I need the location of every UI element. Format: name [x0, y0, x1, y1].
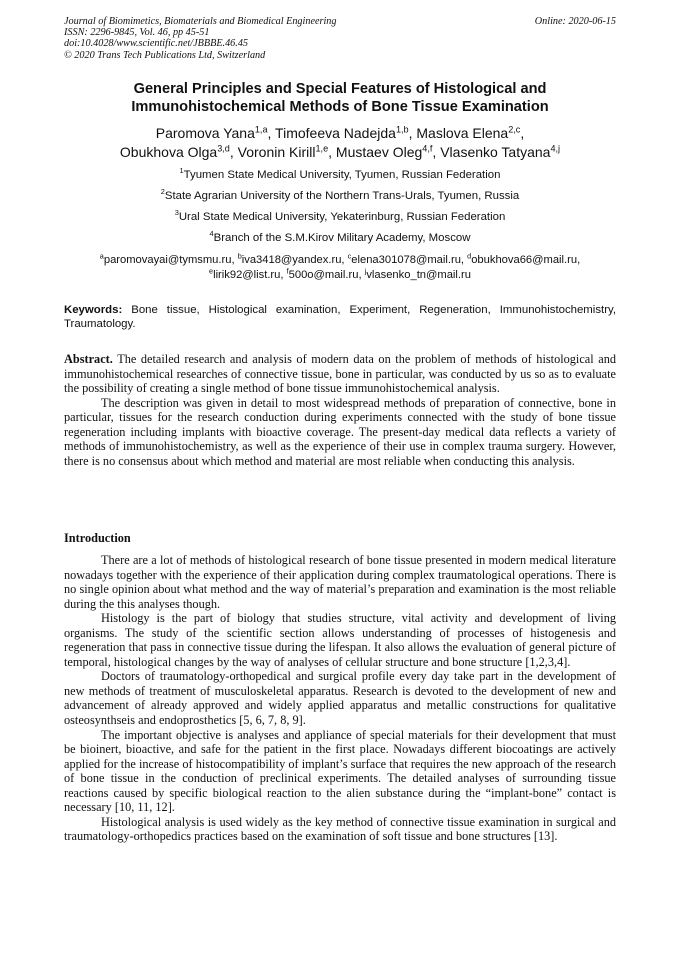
keywords-text: Bone tissue, Histological examination, Experiment, Regeneration, Immunohistochemistry, Traumatology.: [64, 304, 616, 330]
intro-paragraph: Histological analysis is used widely as the key method of connective tissue examination in surgical and traumatology-orthopedics practices based on the examination of soft tissue and bone structures [13].: [64, 814, 616, 844]
author: Timofeeva Nadejda: [275, 125, 396, 141]
author: Maslova Elena: [416, 125, 509, 141]
author-separator: ,: [520, 125, 525, 141]
author-sup: 1,a: [254, 124, 268, 135]
title-line-2: Immunohistochemical Methods of Bone Tissue Examination: [131, 99, 549, 115]
email-sup: e: [209, 266, 214, 276]
affiliation-sup: 4: [209, 229, 214, 239]
author-sup: 4,f: [422, 143, 433, 154]
email-sup: j: [364, 266, 367, 276]
affiliation-text: Branch of the S.M.Kirov Military Academy, Moscow: [213, 232, 471, 244]
email-line-2: [64, 268, 616, 283]
affiliation-text: State Agrarian University of the Northern Trans-Urals, Tyumen, Russia: [164, 190, 520, 202]
author: Vlasenko Tatyana: [440, 144, 551, 160]
email-list: [64, 253, 616, 283]
affiliation-sup: 2: [160, 187, 165, 197]
keywords-section: [64, 303, 616, 331]
journal-name: Journal of Biomimetics, Biomaterials and Biomedical Engineering: [64, 16, 337, 27]
affiliation-sup: 1: [179, 166, 184, 176]
issn-line: ISSN: 2296-9845, Vol. 46, pp 45-51: [64, 27, 210, 39]
copyright-line: © 2020 Trans Tech Publications Ltd, Switzerland: [64, 49, 266, 61]
email-separator: ,: [577, 254, 581, 266]
email-separator: ,: [231, 254, 238, 266]
author-line-1: [64, 124, 616, 143]
email-link[interactable]: paromovayai@tymsmu.ru: [103, 254, 232, 266]
author-sup: 1,e: [315, 143, 329, 154]
abstract-paragraph-1: [64, 352, 616, 396]
author-separator: ,: [328, 144, 336, 160]
email-link[interactable]: elena301078@mail.ru: [351, 254, 461, 266]
author-line-2: [64, 143, 616, 162]
email-link[interactable]: obukhova66@mail.ru: [471, 254, 578, 266]
email-link[interactable]: vlasenko_tn@mail.ru: [366, 269, 471, 281]
author-list: [64, 124, 616, 162]
affiliation-4: [64, 229, 616, 245]
affiliation-text: Ural State Medical University, Yekaterinburg, Russian Federation: [178, 211, 506, 223]
abstract-text-1: The detailed research and analysis of modern data on the problem of methods of histological and immunohistochemical researches of connective tissue, bone in particular, was conducted by us so as to evaluate the possibility of creating a single method of bone tissue immunohistochemical analysis.: [64, 352, 616, 396]
email-link[interactable]: 500o@mail.ru: [288, 269, 359, 281]
affiliation-1: [64, 166, 616, 182]
affiliation-2: [64, 187, 616, 203]
author: Obukhova Olga: [119, 144, 218, 160]
author: Paromova Yana: [155, 125, 255, 141]
email-line-1: [64, 253, 616, 268]
introduction-heading: Introduction: [64, 531, 131, 545]
author-sup: 4,j: [550, 143, 561, 154]
intro-paragraph: The important objective is analyses and appliance of special materials for their development that must be bioinert, bioactive, and safe for the patient in the first place. Nowadays different biocoatings are actively applied for the increase of histocompatibility of implant’s surface that requires the new approach of the research of bone tissue in the conduction of preclinical experiments. The detailed analyses of surrounding tissue reactions caused by specific biological reaction to the alien substance during the “implant-bone” contact is necessary [10, 11, 12].: [64, 727, 616, 815]
abstract-section: [64, 352, 616, 468]
email-sup: d: [467, 251, 472, 261]
email-sup: b: [237, 251, 242, 261]
doi-line: doi:10.4028/www.scientific.net/JBBBE.46.45: [64, 38, 249, 50]
journal-header: [64, 16, 616, 61]
affiliation-3: [64, 208, 616, 224]
author-sup: 3,d: [217, 143, 230, 154]
email-link[interactable]: iva3418@yandex.ru: [241, 254, 342, 266]
author-separator: ,: [432, 144, 441, 160]
email-sup: a: [99, 251, 104, 261]
author-separator: ,: [229, 144, 238, 160]
author-separator: ,: [408, 125, 417, 141]
email-separator: ,: [280, 269, 287, 281]
email-sup: f: [286, 266, 289, 276]
email-separator: ,: [460, 254, 468, 266]
paper-title: [64, 80, 616, 116]
intro-paragraph: There are a lot of methods of histological research of bone tissue presented in modern medical literature nowadays together with the experience of their application during complex traumatological operations. There is no single opinion about what method and the way of material’s preparation and examination is the most reliable during the this analyses though.: [64, 553, 616, 611]
online-date: Online: 2020-06-15: [534, 16, 616, 27]
abstract-label: Abstract.: [64, 352, 113, 366]
affiliation-text: Tyumen State Medical University, Tyumen, Russian Federation: [183, 169, 501, 181]
author: Voronin Kirill: [237, 144, 316, 160]
intro-paragraph: Histology is the part of biology that studies structure, vital activity and development of living organisms. The study of the scientific section allows understanding of processes of histogenesis and regeneration that pass in connective tissue during the lifespan. It also allows the evaluation of general picture of temporal, histological changes by the way of analyses of cellular structure and bone structure [1,2,3,4].: [64, 611, 616, 669]
introduction-section: [64, 553, 616, 844]
email-separator: ,: [341, 254, 348, 266]
author-sup: 2,c: [508, 124, 521, 135]
author: Mustaev Oleg: [335, 144, 423, 160]
email-sup: c: [347, 251, 352, 261]
affiliation-sup: 3: [174, 208, 179, 218]
email-link[interactable]: lirik92@list.ru: [213, 269, 281, 281]
author-sup: 1,b: [395, 124, 409, 135]
email-separator: ,: [358, 269, 365, 281]
title-line-1: General Principles and Special Features of Histological and: [133, 81, 547, 97]
keywords-label: Keywords:: [64, 304, 123, 316]
author-separator: ,: [267, 125, 276, 141]
intro-paragraph: Doctors of traumatology-orthopedical and surgical profile every day take part in the development of new methods of treatment of musculoskeletal apparatus. Research is devoted to the development of new and advancement of already approved and widely applied apparatus and metallic constructions for qualitative osteosynthseis and endoprosthetics [5, 6, 7, 8, 9].: [64, 669, 616, 728]
abstract-paragraph-2: The description was given in detail to most widespread methods of preparation of connective, bone in particular, tissues for the research conduction during experiments connected with the study of bone tissue regeneration including implants with bioactive coverage. The present-day medical data reflects a variety of methods of immunohistochemistry, as well as the experience of their use in complex trauma surgery. However, there is no consensus about which method and material are most reliable when conducting this analysis.: [64, 395, 616, 468]
